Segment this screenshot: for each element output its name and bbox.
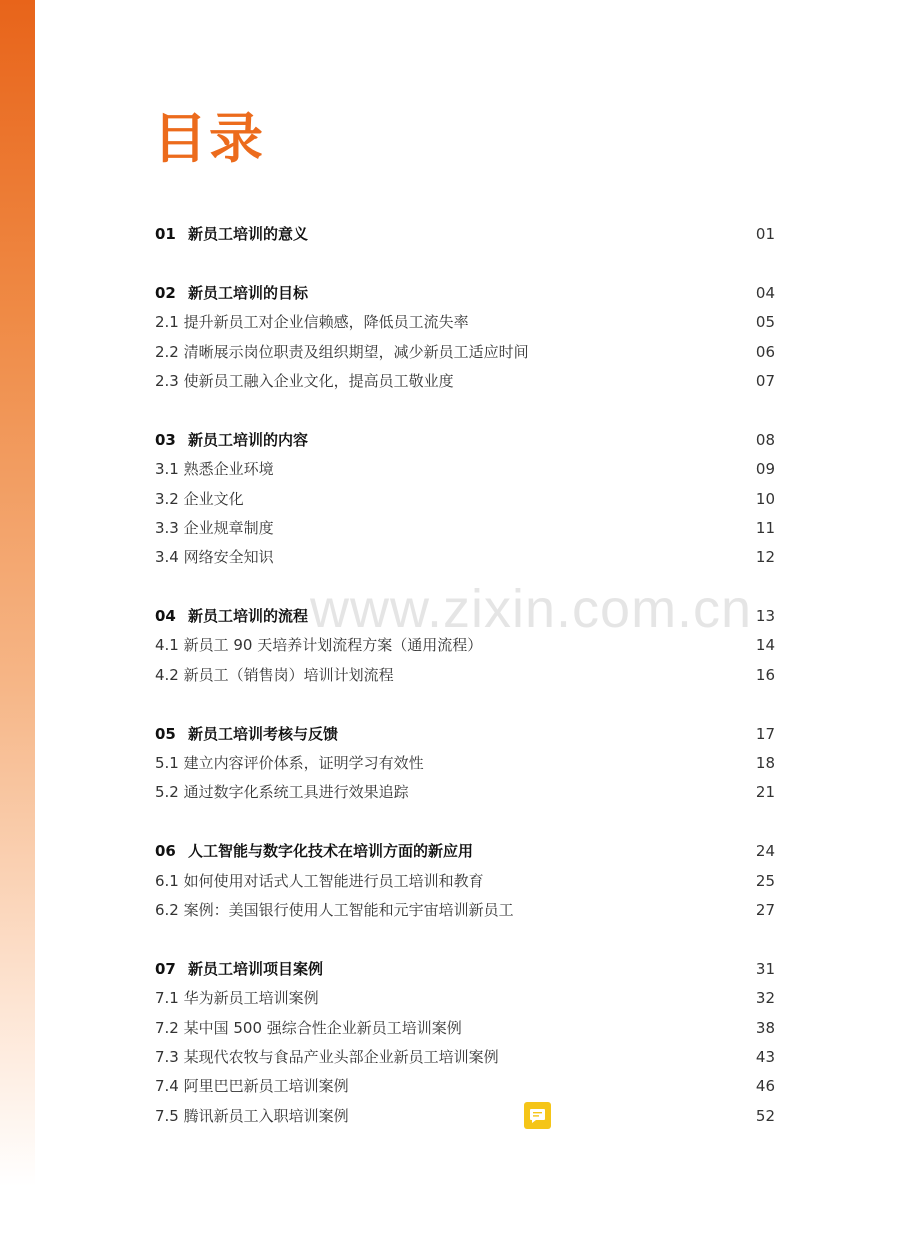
toc-page-number: 46 [755, 1077, 775, 1096]
toc-entry[interactable] [155, 367, 775, 396]
section-spacer [155, 690, 775, 719]
toc-section-number: 03 [155, 430, 176, 449]
toc-section-number: 04 [155, 607, 176, 626]
toc-entry-title: 7.2 某中国 500 强综合性企业新员工培训案例 [155, 1018, 462, 1037]
toc-entry-title: 2.1 提升新员工对企业信赖感，降低员工流失率 [155, 313, 469, 332]
toc-entry-title: 5.2 通过数字化系统工具进行效果追踪 [155, 783, 409, 802]
section-spacer [155, 925, 775, 954]
toc-section-04[interactable] [155, 602, 775, 631]
toc-section-heading [155, 279, 308, 308]
toc-section-title: 新员工培训的意义 [188, 225, 309, 243]
toc-entry[interactable] [155, 867, 775, 896]
toc-section-title: 人工智能与数字化技术在培训方面的新应用 [188, 842, 474, 861]
toc-page-number: 16 [755, 665, 775, 684]
toc-page-number: 01 [755, 225, 775, 243]
toc-page-number: 17 [755, 724, 775, 743]
toc-section-heading [155, 720, 338, 749]
toc-section-05[interactable] [155, 720, 775, 749]
toc-section-heading [155, 426, 308, 455]
toc-page-number: 21 [755, 783, 775, 802]
toc-section-heading [155, 837, 473, 866]
toc-entry[interactable] [155, 1072, 775, 1101]
toc-entry-title: 4.1 新员工 90 天培养计划流程方案（通用流程） [155, 636, 483, 655]
toc-section-title: 新员工培训考核与反馈 [188, 724, 339, 743]
toc-entry[interactable] [155, 778, 775, 807]
toc-page-number: 43 [755, 1047, 775, 1066]
toc-entry[interactable] [155, 514, 775, 543]
toc-entry-title: 2.3 使新员工融入企业文化，提高员工敬业度 [155, 371, 454, 390]
toc-section-03[interactable] [155, 426, 775, 455]
toc-entry-title: 3.1 熟悉企业环境 [155, 460, 274, 479]
toc-section-title: 新员工培训的内容 [188, 430, 309, 449]
toc-entry[interactable] [155, 1014, 775, 1043]
table-of-contents [155, 220, 775, 1131]
chat-bubble-icon[interactable] [524, 1102, 551, 1129]
toc-page-number: 14 [755, 636, 775, 655]
section-spacer [155, 573, 775, 602]
toc-entry[interactable] [155, 338, 775, 367]
toc-section-06[interactable] [155, 837, 775, 866]
toc-page-number: 12 [755, 548, 775, 567]
toc-entry[interactable] [155, 308, 775, 337]
toc-entry-title: 3.2 企业文化 [155, 489, 244, 508]
toc-page-number: 11 [755, 518, 775, 537]
toc-entry-title: 6.1 如何使用对话式人工智能进行员工培训和教育 [155, 871, 484, 890]
toc-entry-title: 2.2 清晰展示岗位职责及组织期望，减少新员工适应时间 [155, 342, 529, 361]
toc-page-number: 09 [755, 460, 775, 479]
toc-entry[interactable] [155, 455, 775, 484]
section-spacer [155, 808, 775, 837]
toc-section-01[interactable] [155, 220, 775, 249]
toc-page-number: 18 [755, 754, 775, 773]
toc-entry[interactable] [155, 1102, 775, 1131]
toc-page-number: 52 [755, 1106, 775, 1125]
toc-page-number: 04 [755, 283, 775, 302]
toc-entry[interactable] [155, 1043, 775, 1072]
toc-page-number: 32 [755, 989, 775, 1008]
toc-entry-title: 3.3 企业规章制度 [155, 518, 274, 537]
toc-section-number: 01 [155, 225, 176, 243]
toc-section-heading [155, 955, 323, 984]
toc-page-number: 08 [755, 430, 775, 449]
page-title: 目录 [153, 107, 265, 170]
toc-entry-title: 7.1 华为新员工培训案例 [155, 989, 319, 1008]
toc-entry[interactable] [155, 749, 775, 778]
toc-section-heading [155, 220, 308, 249]
toc-page-number: 06 [755, 342, 775, 361]
toc-entry[interactable] [155, 631, 775, 660]
decorative-side-bar [0, 0, 35, 1249]
toc-page-number: 27 [755, 900, 775, 919]
toc-entry[interactable] [155, 543, 775, 572]
toc-page-number: 10 [755, 489, 775, 508]
toc-entry[interactable] [155, 984, 775, 1013]
toc-page-number: 24 [755, 842, 775, 861]
toc-section-02[interactable] [155, 279, 775, 308]
toc-entry[interactable] [155, 661, 775, 690]
toc-section-number: 05 [155, 724, 176, 743]
toc-page-number: 25 [755, 871, 775, 890]
section-spacer [155, 396, 775, 425]
toc-entry-title: 7.3 某现代农牧与食品产业头部企业新员工培训案例 [155, 1047, 499, 1066]
toc-entry[interactable] [155, 485, 775, 514]
toc-entry-title: 7.4 阿里巴巴新员工培训案例 [155, 1077, 349, 1096]
toc-entry-title: 6.2 案例：美国银行使用人工智能和元宇宙培训新员工 [155, 900, 514, 919]
section-spacer [155, 249, 775, 278]
toc-entry[interactable] [155, 896, 775, 925]
toc-page-number: 31 [755, 959, 775, 978]
toc-entry-title: 3.4 网络安全知识 [155, 548, 274, 567]
toc-page-number: 07 [755, 371, 775, 390]
toc-entry-title: 7.5 腾讯新员工入职培训案例 [155, 1106, 349, 1125]
toc-entry-title: 5.1 建立内容评价体系，证明学习有效性 [155, 754, 424, 773]
toc-entry-title: 4.2 新员工（销售岗）培训计划流程 [155, 665, 394, 684]
toc-section-title: 新员工培训的目标 [188, 283, 309, 302]
toc-section-title: 新员工培训项目案例 [188, 959, 324, 978]
toc-section-number: 07 [155, 959, 176, 978]
toc-page-number: 05 [755, 313, 775, 332]
toc-page-number: 38 [755, 1018, 775, 1037]
toc-section-number: 06 [155, 842, 176, 861]
watermark: www.zixin.com.cn [310, 579, 753, 639]
toc-section-07[interactable] [155, 955, 775, 984]
toc-page-number: 13 [755, 607, 775, 626]
toc-section-title: 新员工培训的流程 [188, 607, 309, 626]
toc-section-number: 02 [155, 283, 176, 302]
toc-section-heading [155, 602, 308, 631]
